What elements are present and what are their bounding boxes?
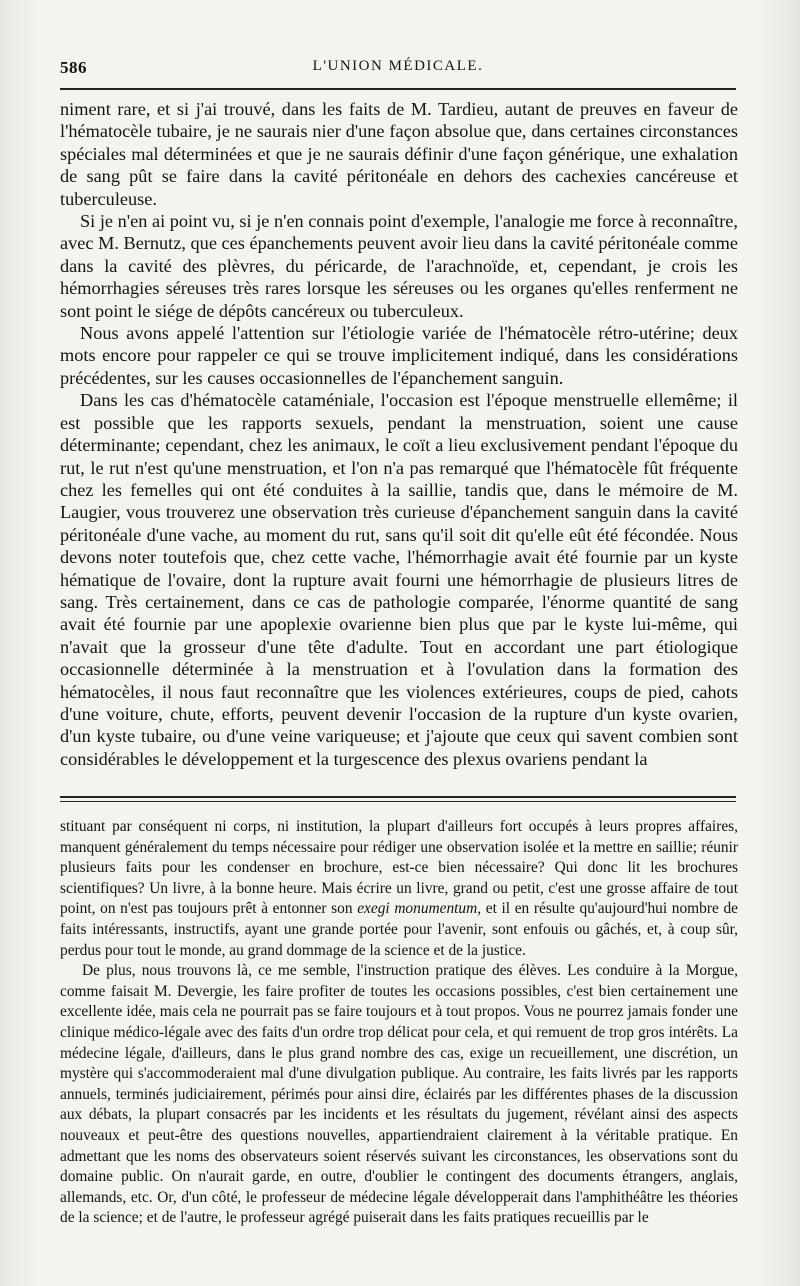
body-paragraph-3: Nous avons appelé l'attention sur l'étiologie variée de l'hématocèle rétro-utérine; deux mots encore pour rappeler ce qui se trouve implicitement indiqué, dans les considérations précédentes, sur les causes occasionnelles de l'épanchement sanguin. bbox=[60, 323, 738, 388]
header-rule bbox=[60, 88, 736, 90]
body-paragraph-2: Si je n'en ai point vu, si je n'en connais point d'exemple, l'analogie me force à reconnaître, avec M. Bernutz, que ces épanchements peuvent avoir lieu dans la cavité péritonéale comme dans la cavité des plèvres, du péricarde, de l'arachnoïde, et, cependant, je crois les hémorrhagies séreuses très rares lorsque les séreuses ou les organes qu'elles renferment ne sont point le siége de dépôts cancéreux ou tuberculeux. bbox=[60, 211, 738, 321]
body-paragraph-4: Dans les cas d'hématocèle cataméniale, l'occasion est l'époque menstruelle ellemême; il est possible que les rapports sexuels, pendant la menstruation, soient une cause déterminante; cependant, chez les animaux, le coït a lieu exclusivement pendant l'époque du rut, le rut n'est qu'une menstruation, et l'on n'a pas remarqué que l'hématocèle fût fréquente chez les femelles qui ont été conduites à la saillie, tandis que, dans le mémoire de M. Laugier, vous trouverez une observation très curieuse d'épanchement sanguin dans la cavité péritonéale d'une vache, au moment du rut, sans qu'il soit dit qu'elle eût été fécondée. Nous devons noter toutefois que, chez cette vache, l'hémorrhagie avait été fournie par un kyste hématique de l'ovaire, dont la rupture avait fourni une hémorrhagie de plusieurs litres de sang. Très certainement, dans ce cas de pathologie comparée, l'énorme quantité de sang avait été fournie par une apoplexie ovarienne bien plus que par le kyste lui-même, qui n'avait que la grosseur d'une tête d'adulte. Tout en accordant une part étiologique occasionnelle déterminée à la menstruation et à l'ovulation dans la formation des hématocèles, il nous faut reconnaître que les violences extérieures, coups de pied, cahots d'une voiture, chute, efforts, peuvent devenir l'occasion de la rupture d'un kyste ovarien, d'un kyste tubaire, ou d'une veine variqueuse; et j'ajoute que ceux qui savent combien sont considérables le développement et la turgescence des plexus ovariens pendant la bbox=[60, 390, 738, 769]
footnote-separator-rule bbox=[60, 796, 736, 802]
main-body-text bbox=[60, 98, 738, 770]
feuilleton-notes bbox=[60, 817, 738, 1229]
page-header bbox=[60, 58, 736, 84]
notes-p1-italic: exegi monumentum, bbox=[357, 900, 482, 918]
running-head: L'UNION MÉDICALE. bbox=[312, 58, 484, 74]
notes-p1-text-after: et il en résulte qu'aujourd'hui nombre de faits intéressants, instructifs, ayant une grande portée pour l'avenir, sont enfouis ou gâchés, et, à coup sûr, perdus pour tout le monde, au grand dommage de la science et de la justice. bbox=[60, 900, 738, 959]
body-paragraph-1: niment rare, et si j'ai trouvé, dans les faits de M. Tardieu, autant de preuves en faveur de l'hématocèle tubaire, je ne saurais nier d'une façon absolue que, dans certaines circonstances spéciales mal déterminées et que je ne saurais définir d'une façon générique, une exhalation de sang pût se faire dans la cavité péritonéale en dehors des cachexies cancéreuse et tuberculeuse. bbox=[60, 99, 738, 209]
notes-paragraph-2: De plus, nous trouvons là, ce me semble, l'instruction pratique des élèves. Les conduire à la Morgue, comme faisait M. Devergie, les faire profiter de toutes les occasions possibles, c'est bien certainement une excellente idée, mais cela ne pourrait pas se faire toujours et à tout propos. Vous ne pourrez jamais fonder une clinique médico-légale avec des faits d'un ordre trop délicat pour cela, et qui remuent de trop gros intérêts. La médecine légale, d'ailleurs, dans le plus grand nombre des cas, exige un recueillement, une discrétion, un mystère qui s'accommoderaient mal d'une divulgation publique. Au contraire, les faits livrés par les rapports annuels, terminés judiciairement, périmés pour ainsi dire, éclairés par les différentes phases de la discussion aux débats, la plupart consacrés par les incidents et les résultats du jugement, révélant ainsi des aspects nouveaux et peut-être des questions nouvelles, appartiendraient clairement à la véritable pratique. En admettant que les noms des observateurs soient réservés suivant les circonstances, les observations sont du domaine public. On n'aurait garde, en outre, d'oublier le contingent des documents étrangers, anglais, allemands, etc. Or, d'un côté, le professeur de médecine légale développerait dans l'amphithéâtre les théories de la science; et de l'autre, le professeur agrégé puiserait dans les faits pratiques recueillis par le bbox=[60, 962, 738, 1227]
page-number: 586 bbox=[60, 58, 87, 77]
notes-p1-text-before: stituant par conséquent ni corps, ni institution, la plupart d'ailleurs fort occupés à leurs propres affaires, manquent généralement du temps nécessaire pour rédiger une observation isolée et la mettre en saillie; réunir plusieurs faits pour les condenser en brochure, est-ce bien nécessaire? Qui donc lit les brochures scientifiques? Un livre, à la bonne heure. Mais écrire un livre, grand ou petit, c'est une grosse affaire de tout point, on n'est pas toujours prêt à entonner son bbox=[60, 818, 738, 918]
notes-paragraph-1 bbox=[60, 817, 738, 961]
